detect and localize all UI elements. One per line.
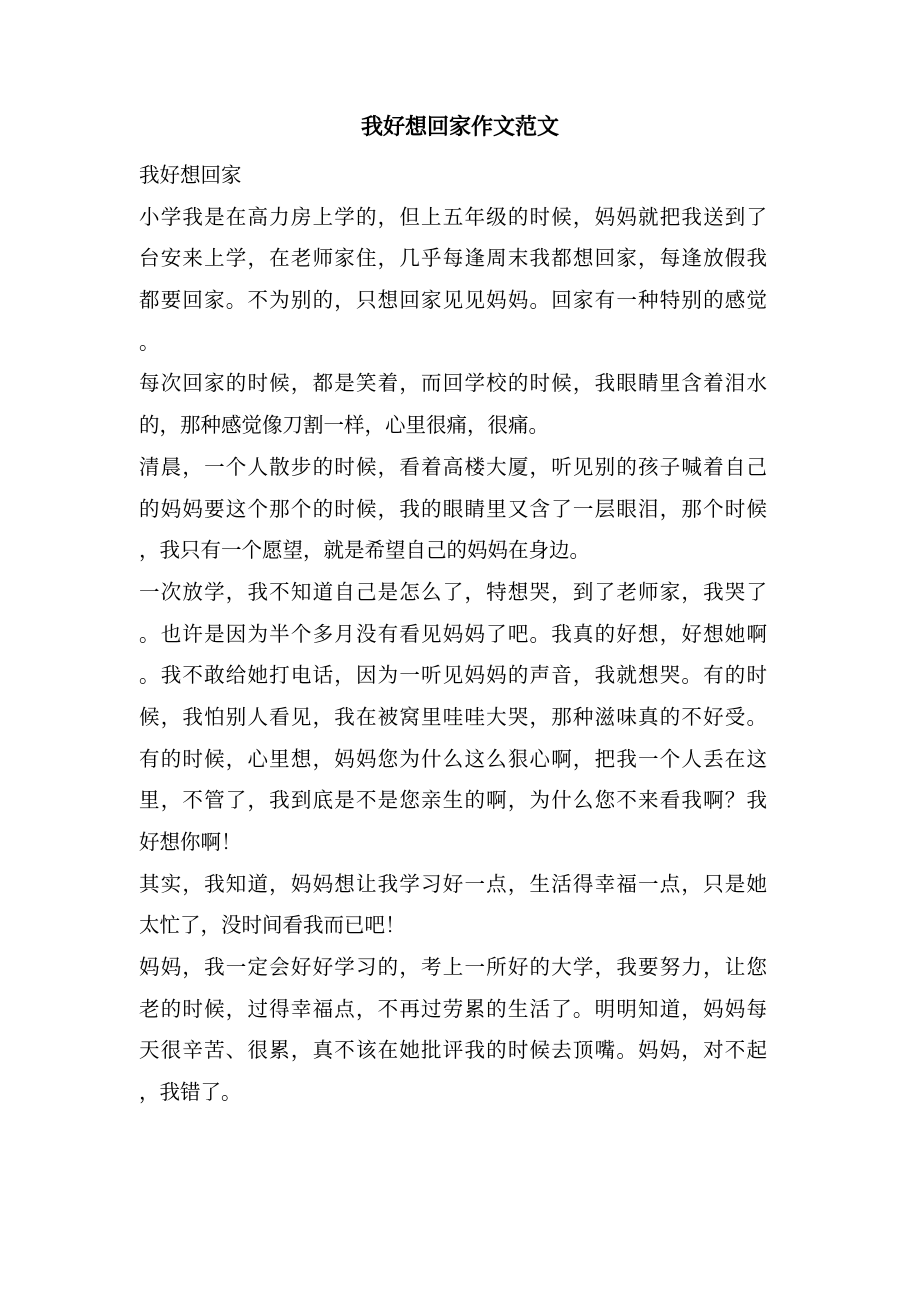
text-line: 好想你啊！ (139, 830, 242, 854)
text-line: 里，不管了，我到底是不是您亲生的啊，为什么您不来看我啊？我 (139, 788, 767, 813)
text-line: 老的时候，过得幸福点，不再过劳累的生活了。明明知道，妈妈每 (139, 996, 767, 1021)
document-body (139, 155, 779, 1114)
text-line: 每次回家的时候，都是笑着，而回学校的时候，我眼睛里含着泪水 (139, 371, 767, 396)
text-line: ，我错了。 (139, 1080, 242, 1105)
text-line: 一次放学，我不知道自己是怎么了，特想哭，到了老师家，我哭了 (139, 579, 767, 604)
text-line: 妈妈，我一定会好好学习的，考上一所好的大学，我要努力，让您 (139, 955, 767, 980)
text-line: 太忙了，没时间看我而已吧！ (139, 913, 406, 938)
text-line: 清晨，一个人散步的时候，看着高楼大厦，听见别的孩子喊着自己 (139, 454, 767, 479)
text-line: 小学我是在高力房上学的，但上五年级的时候，妈妈就把我送到了 (139, 204, 767, 229)
text-line: ，我只有一个愿望，就是希望自己的妈妈在身边。 (139, 538, 590, 563)
text-line: 台安来上学，在老师家住，几乎每逢周末我都想回家，每逢放假我 (139, 246, 767, 271)
text-line: 的妈妈要这个那个的时候，我的眼睛里又含了一层眼泪，那个时候 (139, 496, 767, 521)
text-line: 我好想回家 (139, 163, 242, 187)
text-line: 候，我怕别人看见，我在被窝里哇哇大哭，那种滋味真的不好受。 (139, 704, 767, 729)
text-line: 。也许是因为半个多月没有看见妈妈了吧。我真的好想，好想她啊 (139, 621, 767, 646)
text-line: 的，那种感觉像刀割一样，心里很痛，很痛。 (139, 413, 549, 438)
text-line: 其实，我知道，妈妈想让我学习好一点，生活得幸福一点，只是她 (139, 871, 767, 896)
text-line: 。我不敢给她打电话，因为一听见妈妈的声音，我就想哭。有的时 (139, 663, 767, 688)
text-line: 。 (139, 329, 160, 354)
text-line: 都要回家。不为别的，只想回家见见妈妈。回家有一种特别的感觉 (139, 288, 767, 313)
document-title: 我好想回家作文范文 (360, 114, 559, 140)
text-line: 有的时候，心里想，妈妈您为什么这么狠心啊，把我一个人丢在这 (139, 746, 767, 771)
text-line: 天很辛苦、很累，真不该在她批评我的时候去顶嘴。妈妈，对不起 (139, 1038, 767, 1063)
